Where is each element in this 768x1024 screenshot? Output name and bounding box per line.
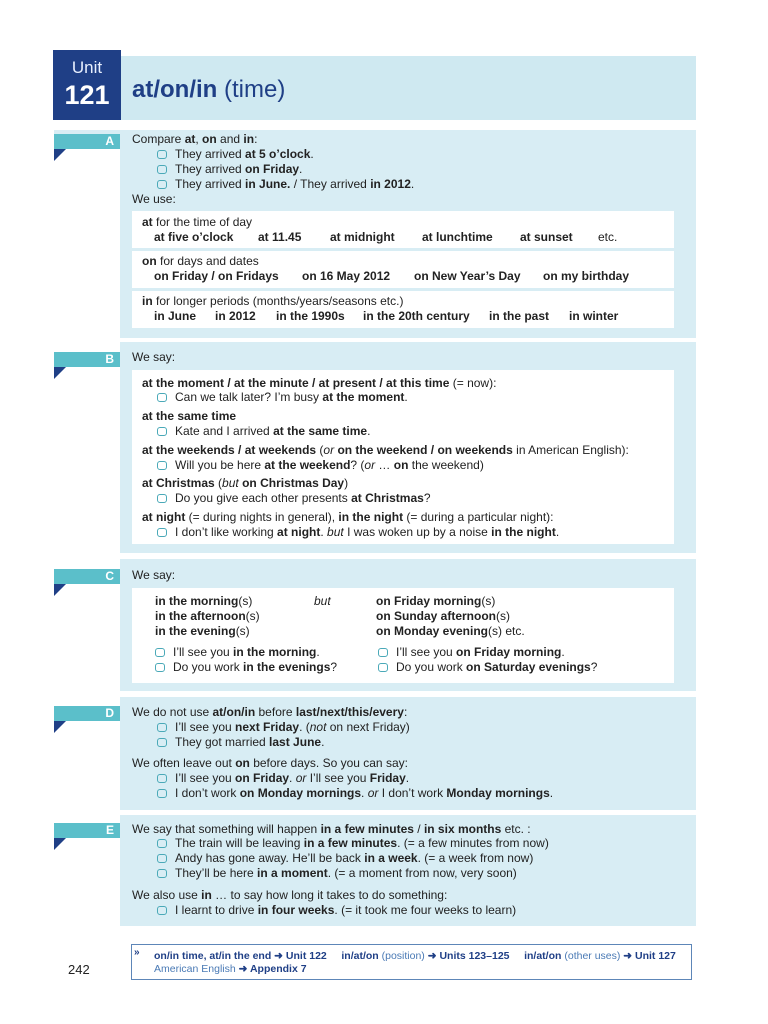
bullet-icon: [157, 723, 167, 732]
bullet-icon: [157, 789, 167, 798]
section-a-tab: A: [54, 134, 120, 149]
bullet-icon: [157, 427, 167, 436]
section-a-intro: Compare at, on and in:: [132, 132, 258, 146]
page-number: 242: [68, 962, 90, 977]
bullet-icon: [157, 869, 167, 878]
tab-corner-icon: [54, 149, 66, 161]
page-title: at/on/in (time): [132, 76, 286, 103]
tab-corner-icon: [54, 721, 66, 733]
bullet-icon: [157, 906, 167, 915]
tab-corner-icon: [54, 838, 66, 850]
tab-corner-icon: [54, 367, 66, 379]
at-heading: at for the time of day: [142, 215, 253, 229]
appendix-link[interactable]: American English ➜ Appendix 7: [154, 963, 307, 975]
bullet-icon: [157, 528, 167, 537]
we-say-label: We say:: [132, 568, 176, 582]
bullet-icon: [157, 165, 167, 174]
unit-number: 121: [64, 80, 110, 110]
example-line: They arrived at 5 o’clock.: [157, 147, 314, 162]
we-use-label: We use:: [132, 192, 176, 206]
bullet-icon: [157, 461, 167, 470]
bullet-icon: [157, 494, 167, 503]
cross-reference-line[interactable]: on/in time, at/in the end ➜ Unit 122 in/at/on (position) ➜ Units 123–125 in/at/on (other uses) ➜ Unit 127: [154, 950, 676, 962]
bullet-icon: [157, 150, 167, 159]
bullet-icon: [155, 648, 165, 657]
double-chevron-icon: »: [134, 947, 140, 958]
section-b-tab: B: [54, 352, 120, 367]
unit-badge: [53, 50, 121, 120]
bullet-icon: [378, 648, 388, 657]
section-e-tab: E: [54, 823, 120, 838]
tab-corner-icon: [54, 584, 66, 596]
bullet-icon: [155, 663, 165, 672]
bullet-icon: [157, 774, 167, 783]
on-heading: on for days and dates: [142, 254, 259, 268]
we-say-label: We say:: [132, 350, 176, 364]
section-c-tab: C: [54, 569, 120, 584]
bullet-icon: [157, 854, 167, 863]
example-line: They arrived in June. / They arrived in 2012.: [157, 177, 414, 192]
example-line: They arrived on Friday.: [157, 162, 302, 177]
in-heading: in for longer periods (months/years/seasons etc.): [142, 294, 404, 308]
unit-label: Unit: [71, 58, 103, 77]
bullet-icon: [157, 393, 167, 402]
bullet-icon: [157, 839, 167, 848]
bullet-icon: [157, 738, 167, 747]
bullet-icon: [378, 663, 388, 672]
bullet-icon: [157, 180, 167, 189]
section-d-tab: D: [54, 706, 120, 721]
